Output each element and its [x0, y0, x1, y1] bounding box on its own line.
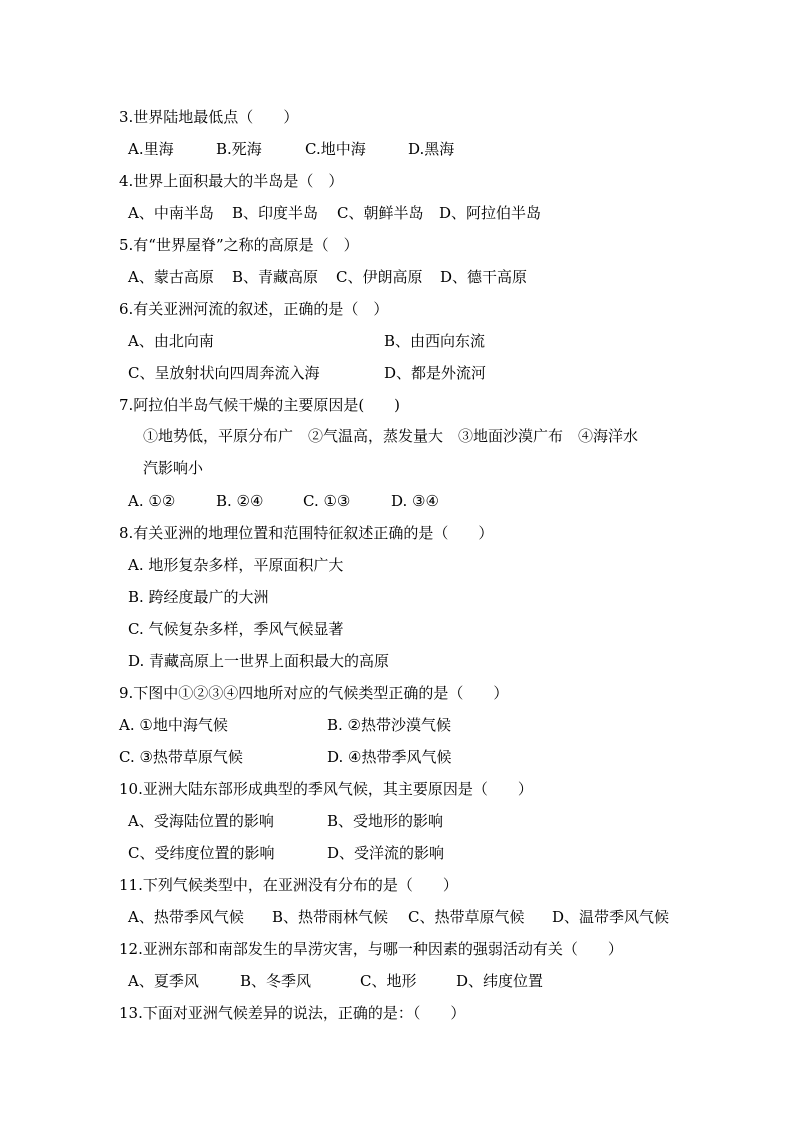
question-9-stem: 9.下图中①②③④四地所对应的气候类型正确的是（ ） [119, 684, 509, 702]
q8-option-b: B. 跨经度最广的大洲 [128, 588, 269, 606]
question-11-stem: 11.下列气候类型中，在亚洲没有分布的是（ ） [119, 876, 458, 894]
q11-option-c: C、热带草原气候 [408, 908, 525, 926]
q7-option-c: C. ①③ [303, 492, 351, 510]
q8-option-c: C. 气候复杂多样，季风气候显著 [128, 620, 344, 638]
q10-option-a: A、受海陆位置的影响 [128, 812, 274, 830]
question-13-stem: 13.下面对亚洲气候差异的说法，正确的是：（ ） [119, 1004, 466, 1022]
q6-option-d: D、都是外流河 [384, 364, 487, 382]
q11-option-a: A、热带季风气候 [128, 908, 244, 926]
q10-option-d: D、受洋流的影响 [327, 844, 445, 862]
q3-option-b: B.死海 [216, 140, 262, 158]
q4-option-d: D、阿拉伯半岛 [439, 204, 542, 222]
question-7-stem: 7.阿拉伯半岛气候干燥的主要原因是( ) [119, 396, 401, 414]
q6-option-a: A、由北向南 [128, 332, 214, 350]
question-10-stem: 10.亚洲大陆东部形成典型的季风气候，其主要原因是（ ） [119, 780, 533, 798]
q11-option-b: B、热带雨林气候 [272, 908, 389, 926]
q5-option-c: C、伊朗高原 [336, 268, 423, 286]
q12-option-d: D、纬度位置 [456, 972, 544, 990]
q8-option-d: D. 青藏高原上一世界上面积最大的高原 [128, 652, 390, 670]
q3-option-c: C.地中海 [305, 140, 366, 158]
q9-option-d: D. ④热带季风气候 [327, 748, 452, 766]
q12-option-b: B、冬季风 [240, 972, 312, 990]
q9-option-c: C. ③热带草原气候 [119, 748, 243, 766]
q7-statements-line-2: 汽影响小 [143, 459, 204, 477]
q7-option-d: D. ③④ [391, 492, 439, 510]
question-5-stem: 5.有“世界屋脊”之称的高原是（ ） [119, 236, 359, 254]
question-12-stem: 12.亚洲东部和南部发生的旱涝灾害，与哪一种因素的强弱活动有关（ ） [119, 940, 623, 958]
q12-option-a: A、夏季风 [128, 972, 199, 990]
q3-option-a: A.里海 [128, 140, 174, 158]
q5-option-b: B、青藏高原 [232, 268, 319, 286]
q9-option-b: B. ②热带沙漠气候 [327, 716, 452, 734]
question-6-stem: 6.有关亚洲河流的叙述，正确的是（ ） [119, 300, 389, 318]
q6-option-c: C、呈放射状向四周奔流入海 [128, 364, 320, 382]
q8-option-a: A. 地形复杂多样，平原面积广大 [128, 556, 344, 574]
q11-option-d: D、温带季风气候 [552, 908, 670, 926]
q7-option-a: A. ①② [128, 492, 176, 510]
q7-statements-line-1: ①地势低，平原分布广 ②气温高，蒸发量大 ③地面沙漠广布 ④海洋水 [143, 427, 639, 445]
q10-option-b: B、受地形的影响 [327, 812, 444, 830]
q6-option-b: B、由西向东流 [384, 332, 486, 350]
question-4-stem: 4.世界上面积最大的半岛是（ ） [119, 172, 344, 190]
q9-option-a: A. ①地中海气候 [119, 716, 228, 734]
q5-option-d: D、德干高原 [440, 268, 528, 286]
q12-option-c: C、地形 [360, 972, 417, 990]
q4-option-b: B、印度半岛 [232, 204, 319, 222]
question-3-stem: 3.世界陆地最低点（ ） [119, 108, 299, 126]
q4-option-a: A、中南半岛 [128, 204, 214, 222]
q7-option-b: B. ②④ [216, 492, 264, 510]
q10-option-c: C、受纬度位置的影响 [128, 844, 275, 862]
q4-option-c: C、朝鲜半岛 [337, 204, 424, 222]
question-8-stem: 8.有关亚洲的地理位置和范围特征叙述正确的是（ ） [119, 524, 494, 542]
q5-option-a: A、蒙古高原 [128, 268, 214, 286]
q3-option-d: D.黑海 [408, 140, 455, 158]
